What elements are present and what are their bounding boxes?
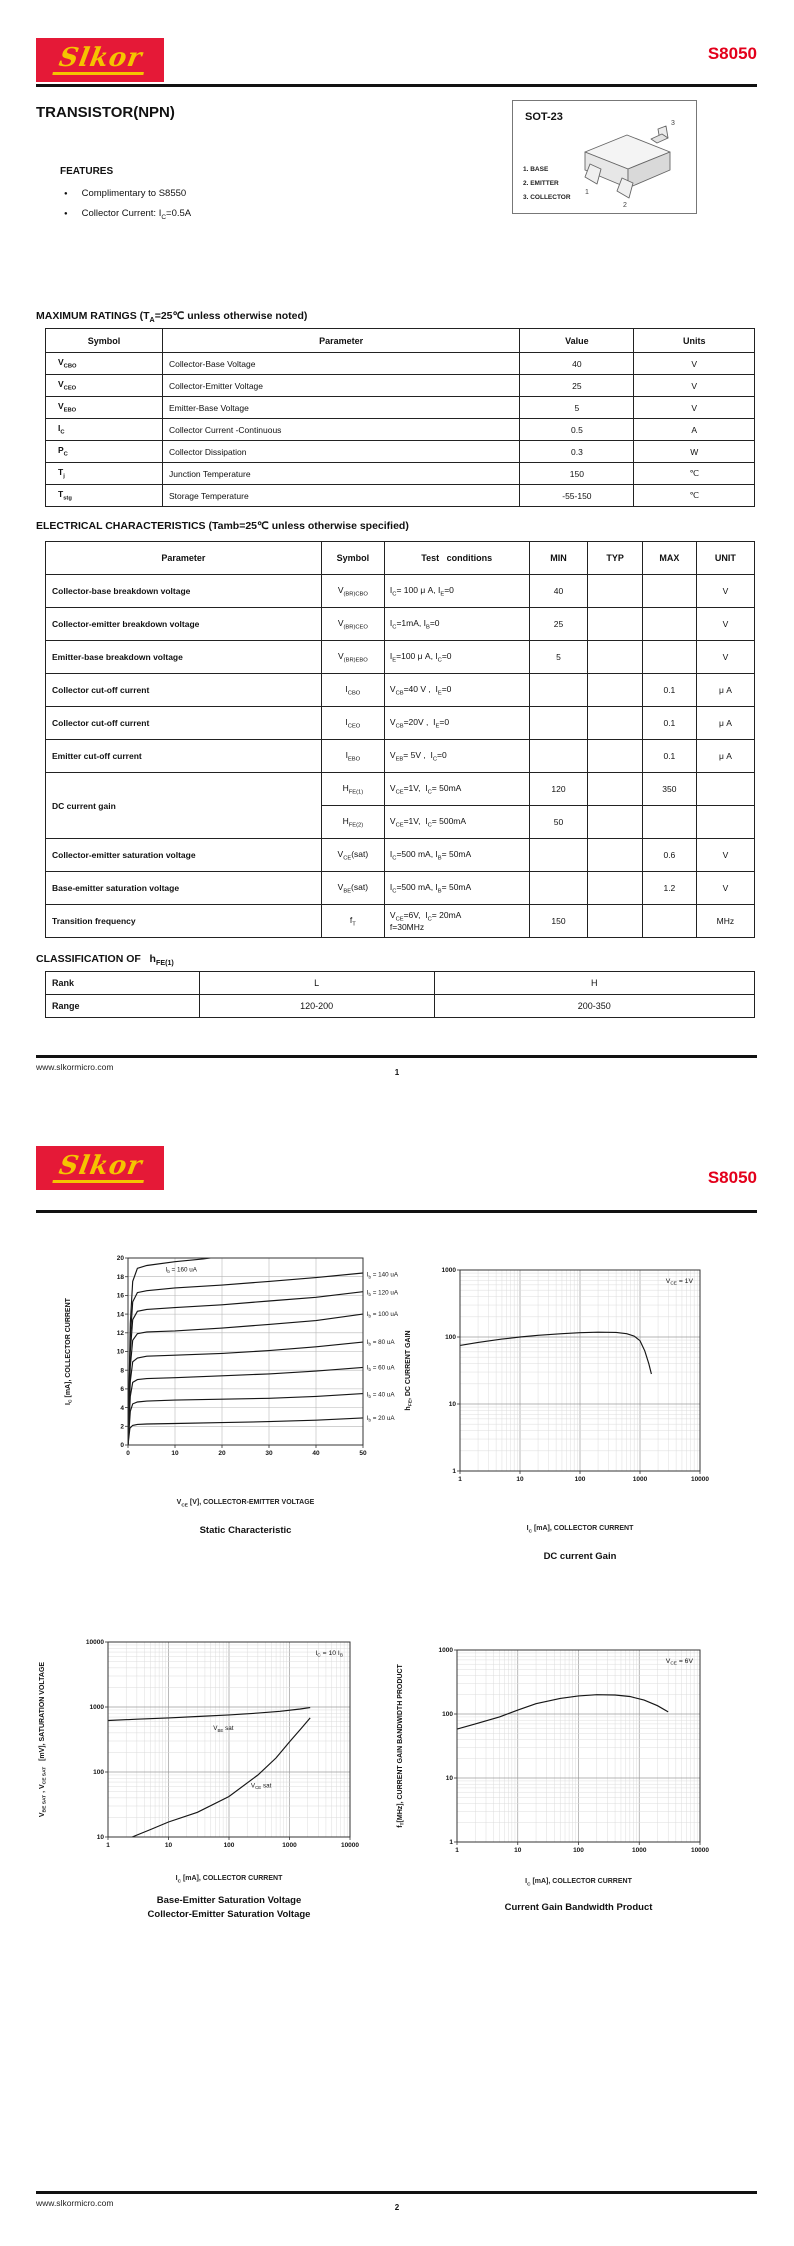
sot23-package-drawing xyxy=(565,107,693,211)
gain-bandwidth-chart xyxy=(390,1603,763,1915)
svg-text:18: 18 xyxy=(116,1273,124,1281)
dc-current-gain-chart-plot xyxy=(380,1257,753,1487)
table-cell: 0.5 xyxy=(520,419,634,441)
table-header-row xyxy=(46,542,755,575)
svg-text:16: 16 xyxy=(116,1292,124,1300)
chart-title: Static Characteristic xyxy=(199,1525,292,1537)
table-cell: MHz xyxy=(696,905,754,938)
svg-text:VCE = 6V: $V_{CE} = 6V$ xyxy=(665,1658,693,1667)
svg-text:40: 40 xyxy=(312,1450,320,1457)
footer-url: www.slkormicro.com xyxy=(36,2198,114,2208)
svg-text:1000: 1000 xyxy=(438,1647,453,1655)
table-cell: Collector-emitter breakdown voltage xyxy=(46,608,322,641)
table-cell: DC current gain xyxy=(46,773,322,839)
svg-text:10: 10 xyxy=(516,1476,524,1483)
svg-text:10: 10 xyxy=(445,1775,453,1783)
svg-text:10000: 10000 xyxy=(340,1842,360,1849)
feature-text: Complimentary to S8550 xyxy=(81,188,187,199)
table-row xyxy=(46,972,755,995)
svg-text:4: 4 xyxy=(120,1404,124,1412)
table-cell xyxy=(588,608,643,641)
svg-text:14: 14 xyxy=(116,1311,124,1319)
table-row xyxy=(46,995,755,1018)
table-cell: 120-200 xyxy=(199,995,434,1018)
table-cell: $I_{CEO}$ xyxy=(321,707,384,740)
table-cell xyxy=(588,674,643,707)
chart-x-axis-label: $I_C$ [mA], COLLECTOR CURRENT xyxy=(525,1878,632,1888)
svg-text:100: 100 xyxy=(442,1711,453,1719)
svg-text:fT[MHz], CURRENT GAIN BANDWIDT: $f_T[MHz]$, CURRENT GAIN BANDWIDTH PRODUCT xyxy=(397,1664,406,1828)
document-title: TRANSISTOR(NPN) xyxy=(36,104,175,121)
svg-text:30: 30 xyxy=(265,1450,273,1457)
table-cell: 5 xyxy=(520,397,634,419)
table-cell: $V_{CB}=20V$ , $I_E=0$ xyxy=(384,707,529,740)
feature-item xyxy=(64,188,364,199)
svg-text:2: 2 xyxy=(120,1423,124,1431)
table-row xyxy=(46,773,755,806)
table-cell: V xyxy=(696,839,754,872)
header-rule xyxy=(36,84,757,87)
pin-legend xyxy=(523,163,571,205)
table-cell: 50 xyxy=(529,806,588,839)
static-characteristic-chart-plot xyxy=(40,1245,413,1461)
svg-text:VBE sat: $V_{BE}$ sat xyxy=(213,1725,234,1733)
svg-text:10000: 10000 xyxy=(690,1847,710,1854)
table-cell: V xyxy=(634,375,755,397)
table-cell: $V_{CE}(sat)$ xyxy=(321,839,384,872)
table-cell: 40 xyxy=(520,353,634,375)
column-header: TYP xyxy=(588,542,643,575)
feature-item xyxy=(64,208,364,221)
column-header: Test conditions xyxy=(384,542,529,575)
table-cell: Collector cut-off current xyxy=(46,707,322,740)
column-header: Parameter xyxy=(162,329,519,353)
table-cell: 0.6 xyxy=(642,839,696,872)
max-ratings-table xyxy=(45,328,755,507)
table-row xyxy=(46,397,755,419)
table-cell xyxy=(642,608,696,641)
svg-text:hFE, DC CURRENT GAIN: $h_{FE}$, DC CURRENT GAIN xyxy=(405,1330,414,1411)
table-cell: ℃ xyxy=(634,463,755,485)
table-cell: $V_{CB}=40$ V , $I_E=0$ xyxy=(384,674,529,707)
table-cell xyxy=(529,707,588,740)
table-cell xyxy=(529,839,588,872)
svg-text:50: 50 xyxy=(359,1450,367,1457)
pin-number-3: 3 xyxy=(671,120,675,127)
svg-text:Ib = 20 uA: $I_b = 20$ uA xyxy=(366,1414,395,1423)
table-cell xyxy=(642,905,696,938)
table-cell: L xyxy=(199,972,434,995)
table-cell: 25 xyxy=(520,375,634,397)
table-cell: $V_{(BR)CEO}$ xyxy=(321,608,384,641)
pin-number-2: 2 xyxy=(623,202,627,209)
part-number-title: S8050 xyxy=(707,44,757,63)
column-header: Parameter xyxy=(46,542,322,575)
table-cell: 0.1 xyxy=(642,674,696,707)
table-cell: $I_C= 100$ μ A, $I_E=0$ xyxy=(384,575,529,608)
svg-text:10: 10 xyxy=(116,1348,124,1356)
table-cell: V xyxy=(696,608,754,641)
table-cell: 0.1 xyxy=(642,740,696,773)
table-cell xyxy=(588,773,643,806)
svg-text:IC [mA], COLLECTOR CURRENT: $I_C$ [mA], COLLECTOR CURRENT xyxy=(65,1298,74,1405)
svg-text:1000: 1000 xyxy=(282,1842,297,1849)
chart-x-axis-label: $I_C$ [mA], COLLECTOR CURRENT xyxy=(175,1875,283,1885)
table-cell: $I_C=1mA$, $I_B=0$ xyxy=(384,608,529,641)
svg-text:0: 0 xyxy=(120,1442,124,1450)
svg-text:1000: 1000 xyxy=(632,1847,647,1854)
table-row xyxy=(46,353,755,375)
table-cell: μ A xyxy=(696,674,754,707)
table-row xyxy=(46,419,755,441)
saturation-voltage-chart-plot xyxy=(20,1595,393,1853)
data-series xyxy=(128,1314,363,1445)
table-cell: Collector-base breakdown voltage xyxy=(46,575,322,608)
svg-text:100: 100 xyxy=(445,1334,456,1342)
table-row xyxy=(46,463,755,485)
table-cell xyxy=(529,872,588,905)
table-cell: $V_{CE}=1V$, $I_C= 50mA$ xyxy=(384,773,529,806)
table-cell: $H_{FE(2)}$ xyxy=(321,806,384,839)
table-row xyxy=(46,608,755,641)
table-cell xyxy=(642,575,696,608)
svg-text:10: 10 xyxy=(164,1842,173,1849)
classification-table xyxy=(45,971,755,1018)
bullet-icon: ● xyxy=(64,191,68,197)
table-cell: V xyxy=(634,353,755,375)
svg-text:20: 20 xyxy=(116,1255,124,1263)
table-cell: Collector cut-off current xyxy=(46,674,322,707)
table-cell: $V_{CE}=1V$, $I_C= 500mA$ xyxy=(384,806,529,839)
table-cell xyxy=(588,872,643,905)
svg-text:10: 10 xyxy=(448,1401,456,1409)
table-cell: μ A xyxy=(696,707,754,740)
table-cell xyxy=(529,740,588,773)
table-cell xyxy=(588,575,643,608)
svg-text:VCE sat: $V_{CE}$ sat xyxy=(250,1782,272,1790)
table-cell: $V_{EBO}$ xyxy=(46,397,163,419)
footer-rule xyxy=(36,2191,757,2194)
table-header-row xyxy=(46,329,755,353)
table-cell: W xyxy=(634,441,755,463)
table-cell: 0.1 xyxy=(642,707,696,740)
table-cell: Collector-Base Voltage xyxy=(162,353,519,375)
svg-text:1: 1 xyxy=(452,1468,456,1476)
table-row xyxy=(46,575,755,608)
table-cell: Emitter cut-off current xyxy=(46,740,322,773)
table-row xyxy=(46,872,755,905)
table-row xyxy=(46,740,755,773)
table-cell: $I_{CBO}$ xyxy=(321,674,384,707)
table-row xyxy=(46,674,755,707)
header-rule xyxy=(36,1210,757,1213)
static-characteristic-chart xyxy=(40,1245,413,1538)
table-cell: $P_C$ xyxy=(46,441,163,463)
table-cell: 0.3 xyxy=(520,441,634,463)
svg-text:Ib = 80 uA: $I_b = 80$ uA xyxy=(366,1339,395,1347)
table-cell: 40 xyxy=(529,575,588,608)
svg-text:Ib = 160 uA: $I_b = 160$ uA xyxy=(165,1266,197,1275)
table-cell: 5 xyxy=(529,641,588,674)
table-cell: $f_T$ xyxy=(321,905,384,938)
chart-x-axis-label: $I_C$ [mA], COLLECTOR CURRENT xyxy=(526,1525,634,1535)
table-cell: Emitter-base breakdown voltage xyxy=(46,641,322,674)
svg-text:VCE = 1V: $V_{CE} = 1V$ xyxy=(665,1278,693,1287)
table-cell: 150 xyxy=(529,905,588,938)
svg-text:1000: 1000 xyxy=(632,1476,648,1483)
gain-bandwidth-chart-plot xyxy=(390,1603,763,1858)
table-cell: $V_{EB}= 5V$ , $I_C=0$ xyxy=(384,740,529,773)
data-series xyxy=(128,1250,250,1445)
table-cell xyxy=(588,707,643,740)
column-header: UNIT xyxy=(696,542,754,575)
svg-text:1: 1 xyxy=(449,1839,453,1847)
table-cell: 25 xyxy=(529,608,588,641)
chart-x-axis-label: $V_{CE}$ [V], COLLECTOR-EMITTER VOLTAGE xyxy=(176,1499,315,1509)
svg-text:100: 100 xyxy=(223,1842,235,1849)
svg-text:Ib = 120 uA: $I_b = 120$ uA xyxy=(366,1289,399,1298)
table-cell: 200-350 xyxy=(434,995,754,1018)
table-row xyxy=(46,441,755,463)
table-cell: Base-emitter saturation voltage xyxy=(46,872,322,905)
max-ratings-heading: MAXIMUM RATINGS ($T_A=25℃$ unless otherwise noted) xyxy=(36,310,308,325)
column-header: MAX xyxy=(642,542,696,575)
table-cell: μ A xyxy=(696,740,754,773)
svg-text:1: 1 xyxy=(106,1842,110,1849)
package-name: SOT-23 xyxy=(525,111,563,123)
footer-page-number: 2 xyxy=(394,2203,400,2212)
data-series xyxy=(128,1367,363,1445)
svg-text:100: 100 xyxy=(93,1769,104,1777)
sot23-package-box xyxy=(512,100,697,214)
table-cell: 1.2 xyxy=(642,872,696,905)
table-cell: V xyxy=(696,872,754,905)
chart-title: DC current Gain xyxy=(543,1551,617,1563)
table-cell: $V_{(BR)EBO}$ xyxy=(321,641,384,674)
svg-text:10000: 10000 xyxy=(85,1639,104,1647)
column-header: MIN xyxy=(529,542,588,575)
svg-text:10000: 10000 xyxy=(690,1476,710,1483)
table-cell: Transition frequency xyxy=(46,905,322,938)
table-cell: V xyxy=(696,575,754,608)
table-cell: Junction Temperature xyxy=(162,463,519,485)
svg-text:1000: 1000 xyxy=(89,1704,104,1712)
svg-text:100: 100 xyxy=(574,1476,586,1483)
part-number-title: S8050 xyxy=(707,1168,757,1187)
electrical-characteristics-heading: ELECTRICAL CHARACTERISTICS (Tamb=25℃ unless otherwise specified) xyxy=(36,520,409,532)
bullet-icon: ● xyxy=(64,211,68,217)
footer-rule xyxy=(36,1055,757,1058)
table-cell: Emitter-Base Voltage xyxy=(162,397,519,419)
svg-text:12: 12 xyxy=(116,1330,124,1337)
table-cell: Collector-emitter saturation voltage xyxy=(46,839,322,872)
svg-text:10: 10 xyxy=(171,1450,179,1457)
footer-url: www.slkormicro.com xyxy=(36,1062,114,1072)
slkor-logo-text: Slkor xyxy=(52,1153,148,1183)
table-cell: $I_C=500$ mA, $I_B= 50mA$ xyxy=(384,872,529,905)
pin-legend-item: 1. BASE xyxy=(523,166,549,173)
feature-text: Collector Current: $I_C=0.5A$ xyxy=(81,208,192,221)
table-cell: $V_{CBO}$ xyxy=(46,353,163,375)
svg-text:8: 8 xyxy=(120,1367,124,1375)
table-cell: 150 xyxy=(520,463,634,485)
features-heading: FEATURES xyxy=(60,166,114,177)
table-cell xyxy=(529,674,588,707)
svg-text:10: 10 xyxy=(514,1847,522,1854)
table-cell: $V_{CE}=6V$, $I_C= 20mA$ f=30MHz xyxy=(384,905,529,938)
dc-current-gain-chart xyxy=(380,1257,753,1564)
column-header: Symbol xyxy=(46,329,163,353)
table-cell: $V_{(BR)CBO}$ xyxy=(321,575,384,608)
table-cell: 350 xyxy=(642,773,696,806)
electrical-characteristics-table xyxy=(45,541,755,938)
table-cell xyxy=(642,806,696,839)
table-row xyxy=(46,641,755,674)
svg-text:1: 1 xyxy=(455,1847,459,1854)
table-cell: $I_E=100$ μ A, $I_C=0$ xyxy=(384,641,529,674)
svg-text:100: 100 xyxy=(573,1847,584,1854)
svg-text:6: 6 xyxy=(120,1386,124,1394)
table-cell: V xyxy=(634,397,755,419)
table-cell xyxy=(642,641,696,674)
table-cell: H xyxy=(434,972,754,995)
table-row xyxy=(46,485,755,507)
svg-text:VBE SAT , VCE SAT [mV], SATU: $V_{BE SAT}$ , $V_{CE SAT}$ [mV], SATURATION VOLTAGE xyxy=(39,1661,48,1818)
svg-text:20: 20 xyxy=(218,1450,226,1457)
table-cell: A xyxy=(634,419,755,441)
table-cell: ℃ xyxy=(634,485,755,507)
svg-text:Ib = 140 uA: $I_b = 140$ uA xyxy=(366,1271,399,1280)
data-series xyxy=(128,1342,363,1445)
pin-number-1: 1 xyxy=(585,189,589,196)
classification-heading: CLASSIFICATION OF $h_{FE(1)}$ xyxy=(36,953,174,968)
svg-text:1: 1 xyxy=(458,1476,462,1483)
table-cell: $I_C$ xyxy=(46,419,163,441)
table-row xyxy=(46,375,755,397)
table-cell: $I_{EBO}$ xyxy=(321,740,384,773)
svg-text:Ib = 60 uA: $I_b = 60$ uA xyxy=(366,1364,395,1372)
table-cell: $T_{stg}$ xyxy=(46,485,163,507)
table-cell xyxy=(588,905,643,938)
table-cell xyxy=(588,806,643,839)
table-cell: 120 xyxy=(529,773,588,806)
column-header: Units xyxy=(634,329,755,353)
table-cell: $H_{FE(1)}$ xyxy=(321,773,384,806)
data-series xyxy=(128,1418,363,1445)
data-series xyxy=(108,1708,310,1721)
svg-text:0: 0 xyxy=(126,1450,130,1457)
table-row xyxy=(46,905,755,938)
pin-legend-item: 2. EMITTER xyxy=(523,180,559,187)
table-cell: $V_{CEO}$ xyxy=(46,375,163,397)
slkor-logo-text: Slkor xyxy=(52,45,148,75)
table-cell: Collector-Emitter Voltage xyxy=(162,375,519,397)
chart-title: Current Gain Bandwidth Product xyxy=(504,1902,653,1914)
table-cell xyxy=(696,773,754,806)
column-header: Value xyxy=(520,329,634,353)
table-cell: Collector Current -Continuous xyxy=(162,419,519,441)
svg-text:Ib = 40 uA: $I_b = 40$ uA xyxy=(366,1391,395,1399)
svg-text:IC = 10 IB: $I_C = 10$ $I_B$ xyxy=(315,1650,343,1659)
svg-text:Ib = 100 uA: $I_b = 100$ uA xyxy=(366,1310,399,1319)
svg-text:10: 10 xyxy=(96,1834,104,1842)
table-cell: Range xyxy=(46,995,200,1018)
table-cell: Storage Temperature xyxy=(162,485,519,507)
footer-page-number: 1 xyxy=(394,1068,400,1077)
table-cell: -55-150 xyxy=(520,485,634,507)
table-cell xyxy=(696,806,754,839)
table-cell xyxy=(588,641,643,674)
table-cell xyxy=(588,740,643,773)
table-cell: $I_C=500$ mA, $I_B= 50mA$ xyxy=(384,839,529,872)
column-header: Symbol xyxy=(321,542,384,575)
saturation-voltage-chart xyxy=(20,1595,393,1922)
table-cell: $T_j$ xyxy=(46,463,163,485)
table-cell: Collector Dissipation xyxy=(162,441,519,463)
svg-text:1000: 1000 xyxy=(441,1267,456,1275)
chart-title: Base-Emitter Saturation Voltage Collector-Emitter Saturation Voltage xyxy=(147,1895,311,1921)
table-cell xyxy=(588,839,643,872)
table-row xyxy=(46,839,755,872)
table-cell: $V_{BE}(sat)$ xyxy=(321,872,384,905)
table-cell: V xyxy=(696,641,754,674)
features-list xyxy=(64,188,364,230)
table-row xyxy=(46,707,755,740)
table-cell: Rank xyxy=(46,972,200,995)
pin-legend-item: 3. COLLECTOR xyxy=(523,194,571,201)
